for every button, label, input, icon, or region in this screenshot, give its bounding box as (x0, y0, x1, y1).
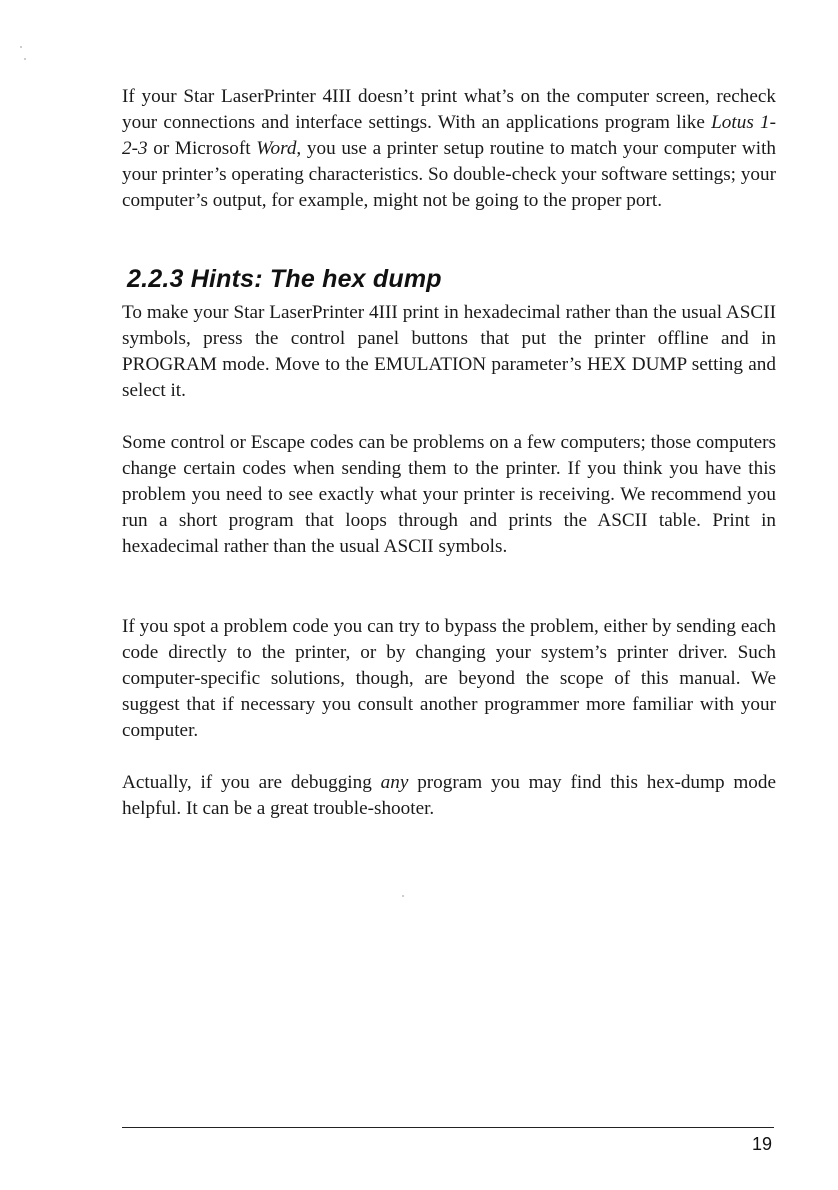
text-run: Actually, if you are debugging (122, 772, 381, 793)
italic-run: any (380, 772, 409, 793)
text-run: , you use a printer setup routine to match your computer with your printer’s operating characteristics. So double-check your software settings; your computer’s output, for example, might not be going to the proper port. (122, 138, 777, 211)
scan-speck (20, 46, 22, 48)
text-run: If your Star LaserPrinter 4III doesn’t print what’s on the computer screen, recheck your connections and interface settings. With an applications program like (122, 86, 776, 133)
hex-dump-paragraph-1 (122, 300, 776, 404)
intro-paragraph (122, 84, 776, 214)
page-number: 19 (751, 1134, 772, 1154)
text-run: program you may find this hex-dump mode helpful. It can be a great trouble-shooter. (122, 772, 776, 819)
text-run: If you spot a problem code you can try to bypass the problem, either by sending each code directly to the printer, or by changing your system’s printer driver. Such computer-specific solutions, though, are beyond the scope of this manual. We suggest that if necessary you consult another programmer more familiar with your computer. (122, 616, 776, 741)
text-run: To make your Star LaserPrinter 4III print in hexadecimal rather than the usual ASCII symbols, press the control panel buttons that put the printer offline and in PROGRAM mode. Move to the EMULATION parameter’s HEX DUMP setting and select it. (122, 302, 776, 401)
text-run: or Microsoft (147, 138, 257, 159)
scan-speck (24, 58, 26, 60)
section-heading: 2.2.3 Hints: The hex dump (127, 265, 442, 293)
italic-run: Word (256, 138, 297, 159)
italic-run: Lotus 1-2-3 (122, 112, 777, 159)
hex-dump-paragraph-3 (122, 614, 776, 744)
footer-rule (122, 1127, 774, 1128)
hex-dump-paragraph-4 (122, 770, 776, 822)
hex-dump-paragraph-2 (122, 430, 776, 560)
text-run: Some control or Escape codes can be problems on a few computers; those computers change certain codes when sending them to the printer. If you think you have this problem you need to see exactly what your printer is receiving. We recommend you run a short program that loops through and prints the ASCII table. Print in hexadecimal rather than the usual ASCII symbols. (122, 432, 776, 557)
scan-speck (402, 895, 404, 897)
